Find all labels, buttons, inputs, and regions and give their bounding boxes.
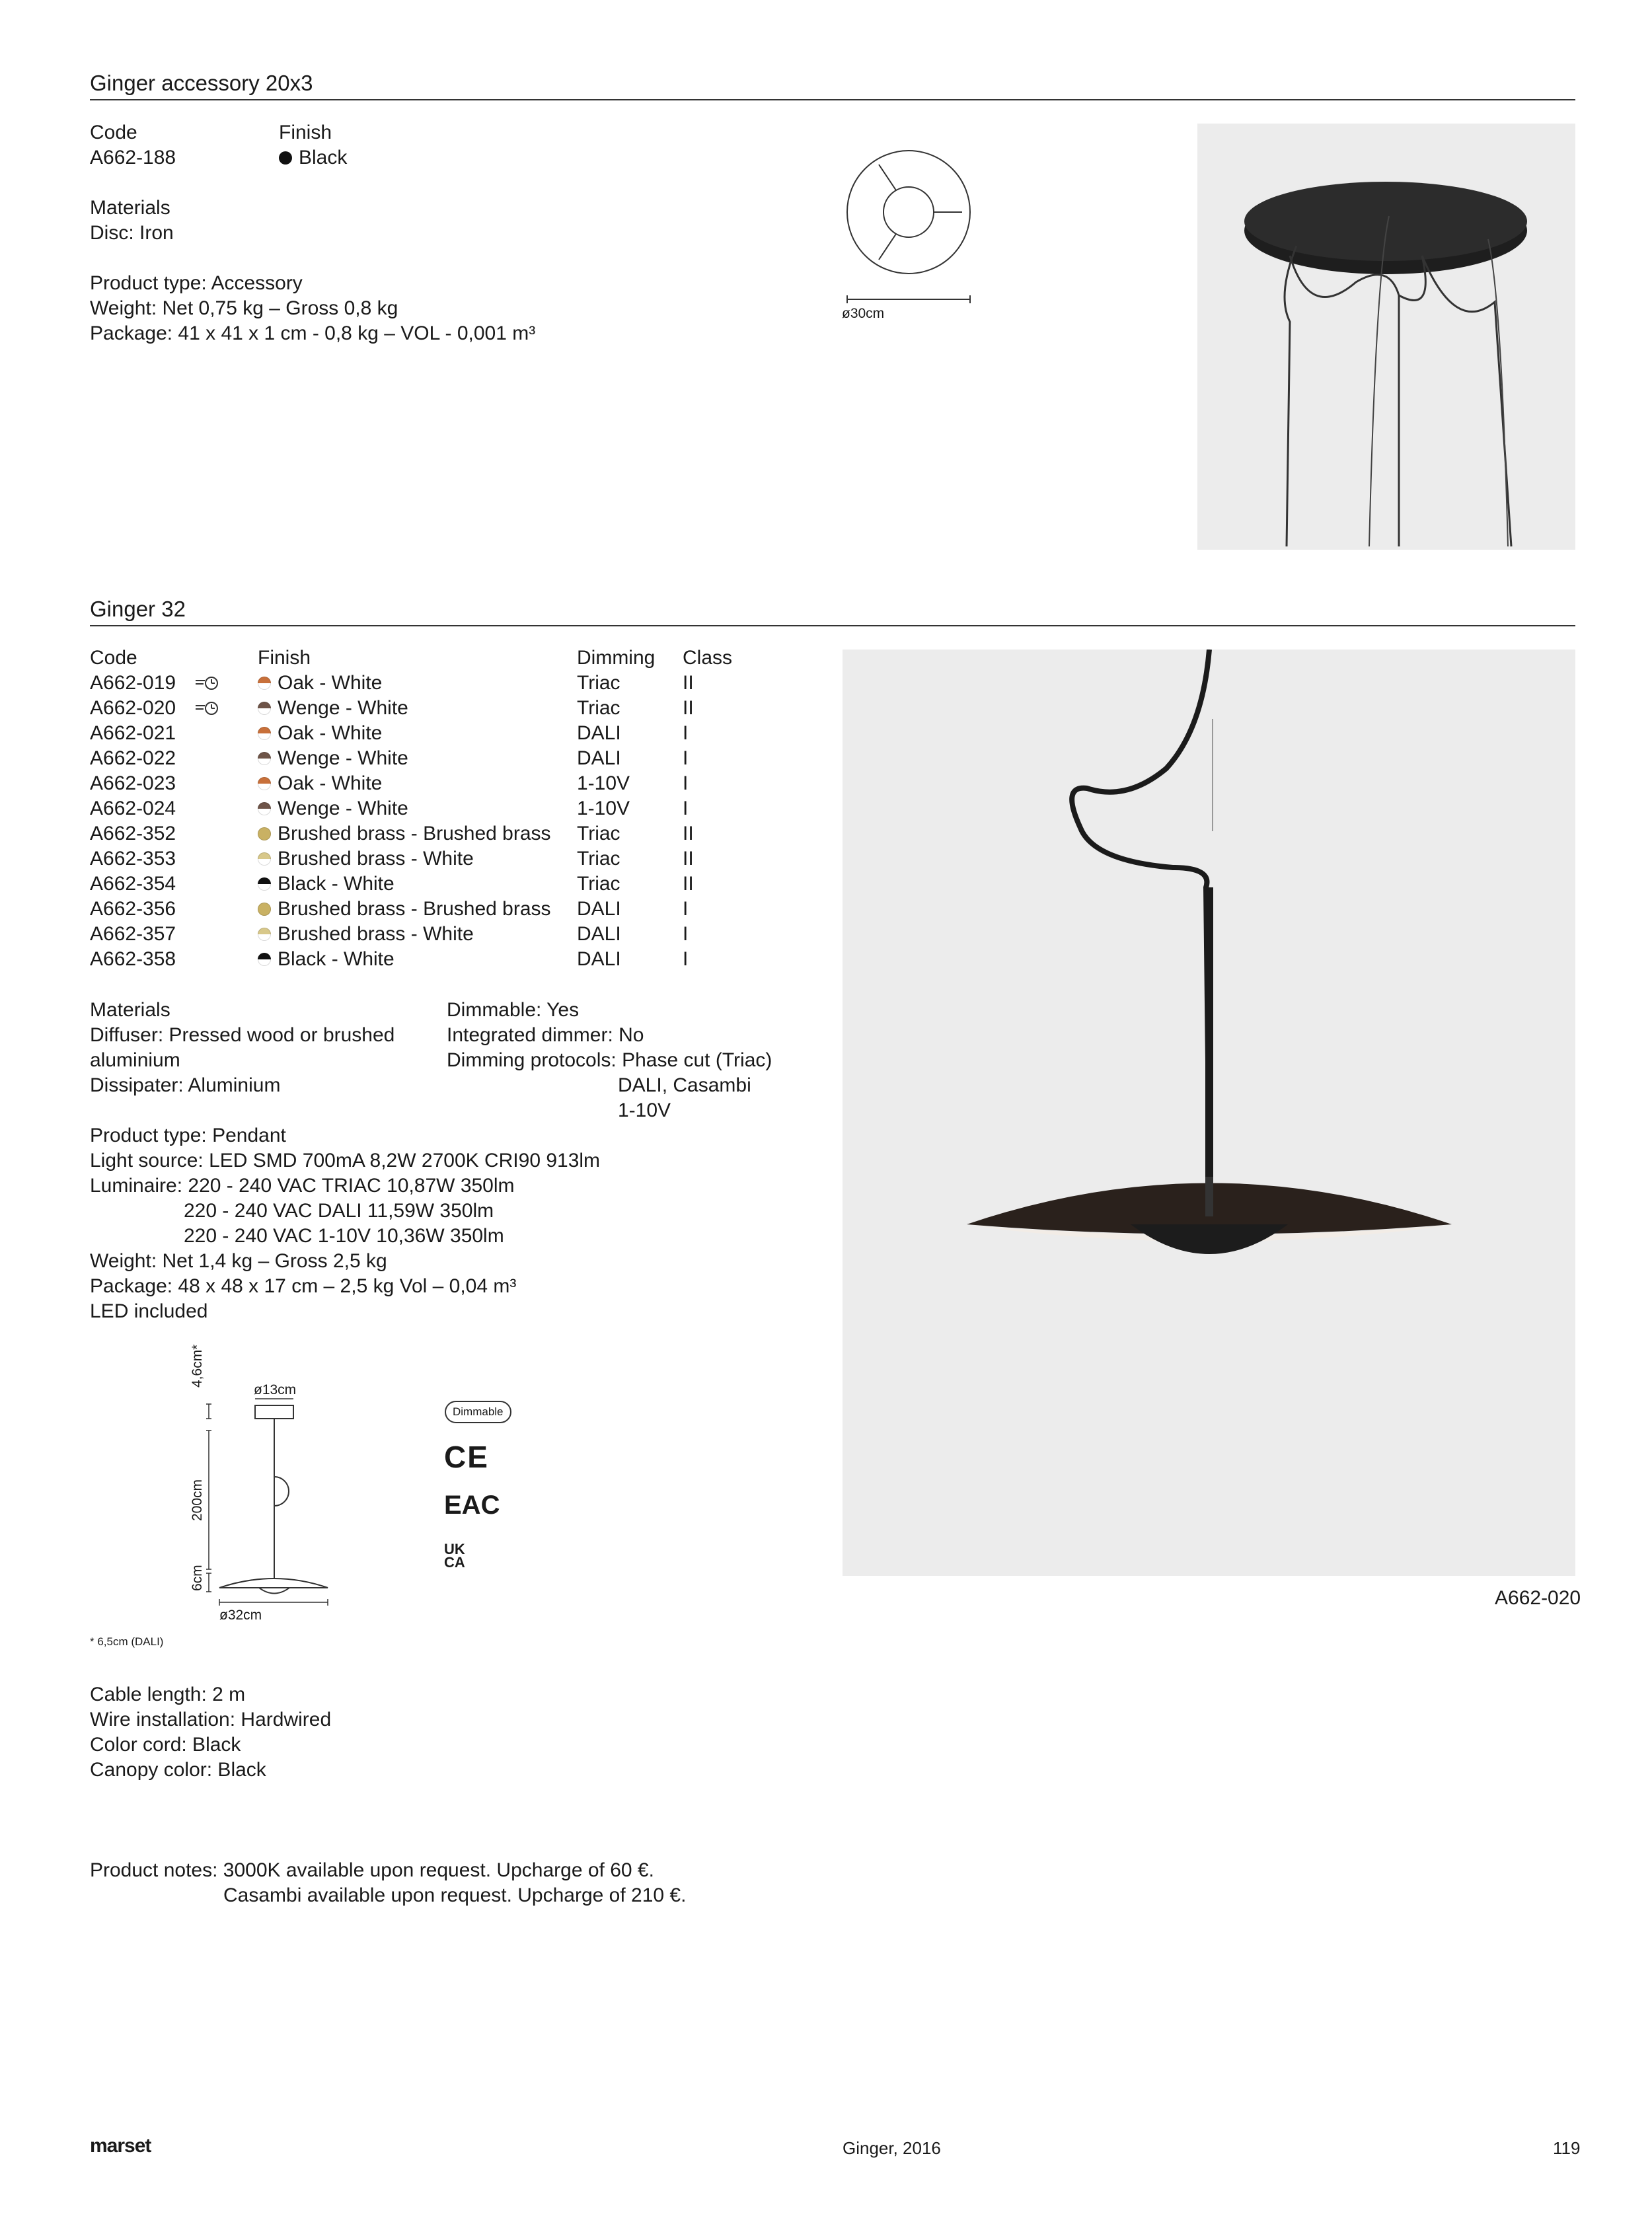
variant-code: A662-358 (90, 948, 176, 970)
variant-code: A662-353 (90, 848, 176, 870)
col-header-code: Code (90, 647, 137, 669)
finish-swatch (258, 827, 271, 840)
finish-swatch (258, 802, 271, 815)
variant-class: I (683, 798, 689, 819)
variant-finish (258, 696, 408, 721)
variant-finish (258, 922, 474, 947)
variant-dimming: Triac (577, 697, 620, 719)
ginger32-color-cord: Color cord: Black (90, 1734, 241, 1756)
ginger32-wire-installation: Wire installation: Hardwired (90, 1709, 332, 1730)
ce-mark: CE (444, 1440, 489, 1474)
finish-swatch (258, 727, 271, 740)
variant-class: I (683, 948, 689, 970)
ginger32-diffuser: Diffuser: Pressed wood or brushed (90, 1024, 395, 1046)
ginger32-canopy-color: Canopy color: Black (90, 1759, 266, 1781)
accessory-package: Package: 41 x 41 x 1 cm - 0,8 kg – VOL - 0,001 m³ (90, 322, 536, 344)
variant-code: A662-021 (90, 722, 176, 744)
variant-dimming: DALI (577, 948, 621, 970)
variant-class: I (683, 747, 689, 769)
variant-code: A662-020 (90, 697, 176, 719)
variant-finish-text: Brushed brass - Brushed brass (278, 898, 551, 920)
variant-finish (258, 821, 551, 846)
col-header-class: Class (683, 647, 733, 669)
finish-swatch (258, 702, 271, 715)
product-notes: Product notes: 3000K available upon request. Upcharge of 60 €. (90, 1859, 654, 1881)
ginger32-title-rule (90, 625, 1575, 626)
dim-footnote: * 6,5cm (DALI) (90, 1635, 164, 1648)
finish-swatch (258, 953, 271, 966)
variant-row (90, 696, 751, 721)
ginger32-luminaire-dali: 220 - 240 VAC DALI 11,59W 350lm (184, 1200, 494, 1222)
variant-finish-text: Oak - White (278, 772, 383, 794)
finish-swatch (258, 877, 271, 891)
finish-swatch (258, 928, 271, 941)
ukca-mark-ca: CA (444, 1554, 465, 1571)
ginger32-title: Ginger 32 (90, 597, 186, 621)
variant-code: A662-022 (90, 747, 176, 769)
pendant-photo-illustration (843, 650, 1575, 1576)
ginger32-led-included: LED included (90, 1300, 208, 1322)
footer-collection: Ginger, 2016 (843, 2138, 941, 2158)
variant-dimming: Triac (577, 873, 620, 895)
accessory-photo-illustration (1197, 124, 1575, 550)
variant-finish (258, 897, 551, 922)
dim-shade-height: 6cm (190, 1565, 205, 1591)
ginger32-dimmable: Dimmable: Yes (447, 999, 580, 1021)
variant-finish-text: Oak - White (278, 722, 383, 744)
variant-finish-text: Wenge - White (278, 798, 408, 819)
variant-finish (258, 796, 408, 821)
variant-class: II (683, 848, 694, 870)
ginger32-dimming-protocols: Dimming protocols: Phase cut (Triac) (447, 1049, 772, 1071)
variant-row (90, 922, 751, 947)
variant-class: I (683, 898, 689, 920)
variant-finish (258, 947, 394, 972)
ginger32-weight: Weight: Net 1,4 kg – Gross 2,5 kg (90, 1250, 387, 1272)
variant-class: II (683, 697, 694, 719)
eac-mark: EAC (444, 1491, 500, 1520)
ginger32-cable-length: Cable length: 2 m (90, 1684, 246, 1705)
dim-cable-length: 200cm (190, 1479, 205, 1521)
variant-finish-text: Wenge - White (278, 697, 408, 719)
variant-row (90, 846, 751, 872)
ginger32-dimming-protocols-2: DALI, Casambi (618, 1074, 751, 1096)
variant-code: A662-019 (90, 672, 176, 694)
variant-dimming: DALI (577, 747, 621, 769)
variant-row (90, 821, 751, 846)
variant-row (90, 897, 751, 922)
pendant-product-photo (843, 650, 1575, 1576)
variant-finish-text: Brushed brass - White (278, 923, 474, 945)
variant-finish-text: Black - White (278, 873, 394, 895)
variant-row (90, 721, 751, 746)
ginger32-diffuser-cont: aluminium (90, 1049, 180, 1071)
accessory-finish-label: Finish (279, 122, 332, 143)
accessory-disc-diagram (839, 149, 978, 314)
variant-finish-text: Brushed brass - Brushed brass (278, 823, 551, 844)
accessory-materials-label: Materials (90, 197, 170, 219)
ukca-mark (444, 1543, 465, 1569)
variant-dimming: 1-10V (577, 798, 630, 819)
accessory-finish-text: Black (299, 147, 348, 168)
accessory-code-label: Code (90, 122, 137, 143)
variant-finish-text: Black - White (278, 948, 394, 970)
variant-finish-text: Oak - White (278, 672, 383, 694)
variant-row (90, 872, 751, 897)
accessory-product-type: Product type: Accessory (90, 272, 303, 294)
variant-dimming: DALI (577, 722, 621, 744)
accessory-product-photo (1197, 124, 1575, 550)
accessory-code: A662-188 (90, 147, 176, 168)
variant-finish (258, 746, 408, 771)
variant-code: A662-352 (90, 823, 176, 844)
finish-swatch (258, 777, 271, 790)
variant-code: A662-024 (90, 798, 176, 819)
switch-timer-icon (194, 675, 221, 692)
variant-finish (258, 771, 382, 796)
variant-class: I (683, 722, 689, 744)
variant-row (90, 796, 751, 821)
ginger32-light-source: Light source: LED SMD 700mA 8,2W 2700K CRI90 913lm (90, 1150, 601, 1171)
variant-row (90, 947, 751, 972)
ginger32-product-type: Product type: Pendant (90, 1125, 286, 1146)
variant-finish (258, 872, 394, 897)
variant-dimming: Triac (577, 672, 620, 694)
variant-finish-text: Wenge - White (278, 747, 408, 769)
variant-code: A662-357 (90, 923, 176, 945)
accessory-finish (279, 145, 347, 170)
variant-class: II (683, 823, 694, 844)
col-header-dimming: Dimming (577, 647, 656, 669)
ginger32-materials-label: Materials (90, 999, 170, 1021)
finish-swatch (258, 677, 271, 690)
finish-swatch (258, 903, 271, 916)
accessory-disc: Disc: Iron (90, 222, 174, 244)
variant-dimming: Triac (577, 823, 620, 844)
variant-dimming: DALI (577, 923, 621, 945)
variant-code: A662-023 (90, 772, 176, 794)
variant-dimming: Triac (577, 848, 620, 870)
product-notes-cont: Casambi available upon request. Upcharge of 210 €. (223, 1884, 687, 1906)
variant-row (90, 771, 751, 796)
variant-row (90, 746, 751, 771)
brand-logo: marset (90, 2135, 151, 2157)
switch-timer-icon (194, 700, 221, 717)
variant-dimming: DALI (577, 898, 621, 920)
ginger32-dissipater: Dissipater: Aluminium (90, 1074, 281, 1096)
dim-canopy-height: 4,6cm* (190, 1344, 205, 1388)
ukca-mark-uk: UK (444, 1541, 465, 1557)
ginger32-luminaire-triac: Luminaire: 220 - 240 VAC TRIAC 10,87W 350lm (90, 1175, 515, 1197)
variant-finish-text: Brushed brass - White (278, 848, 474, 870)
dim-shade-diameter: ø32cm (219, 1608, 262, 1623)
variant-class: II (683, 672, 694, 694)
variant-class: I (683, 772, 689, 794)
variant-dimming: 1-10V (577, 772, 630, 794)
pendant-photo-caption: A662-020 (1495, 1587, 1581, 1609)
finish-swatch-black (279, 151, 292, 165)
ginger32-dimming-protocols-3: 1-10V (618, 1099, 671, 1121)
finish-swatch (258, 852, 271, 866)
variant-class: II (683, 873, 694, 895)
variant-class: I (683, 923, 689, 945)
accessory-diagram-diameter: ø30cm (842, 306, 885, 321)
col-header-finish: Finish (258, 647, 311, 669)
dimmable-badge: Dimmable (445, 1401, 511, 1423)
finish-swatch (258, 752, 271, 765)
accessory-weight: Weight: Net 0,75 kg – Gross 0,8 kg (90, 297, 398, 319)
variant-code: A662-356 (90, 898, 176, 920)
variant-finish (258, 846, 474, 872)
variant-finish (258, 671, 382, 696)
page-number: 119 (1553, 2138, 1581, 2158)
ginger32-luminaire-110v: 220 - 240 VAC 1-10V 10,36W 350lm (184, 1225, 504, 1247)
accessory-title: Ginger accessory 20x3 (90, 71, 313, 95)
variant-code: A662-354 (90, 873, 176, 895)
variant-row (90, 671, 751, 696)
dim-canopy-diameter: ø13cm (254, 1382, 297, 1397)
ginger32-package: Package: 48 x 48 x 17 cm – 2,5 kg Vol – 0,04 m³ (90, 1275, 517, 1297)
variant-finish (258, 721, 382, 746)
ginger32-integrated-dimmer: Integrated dimmer: No (447, 1024, 644, 1046)
accessory-title-rule (90, 99, 1575, 100)
